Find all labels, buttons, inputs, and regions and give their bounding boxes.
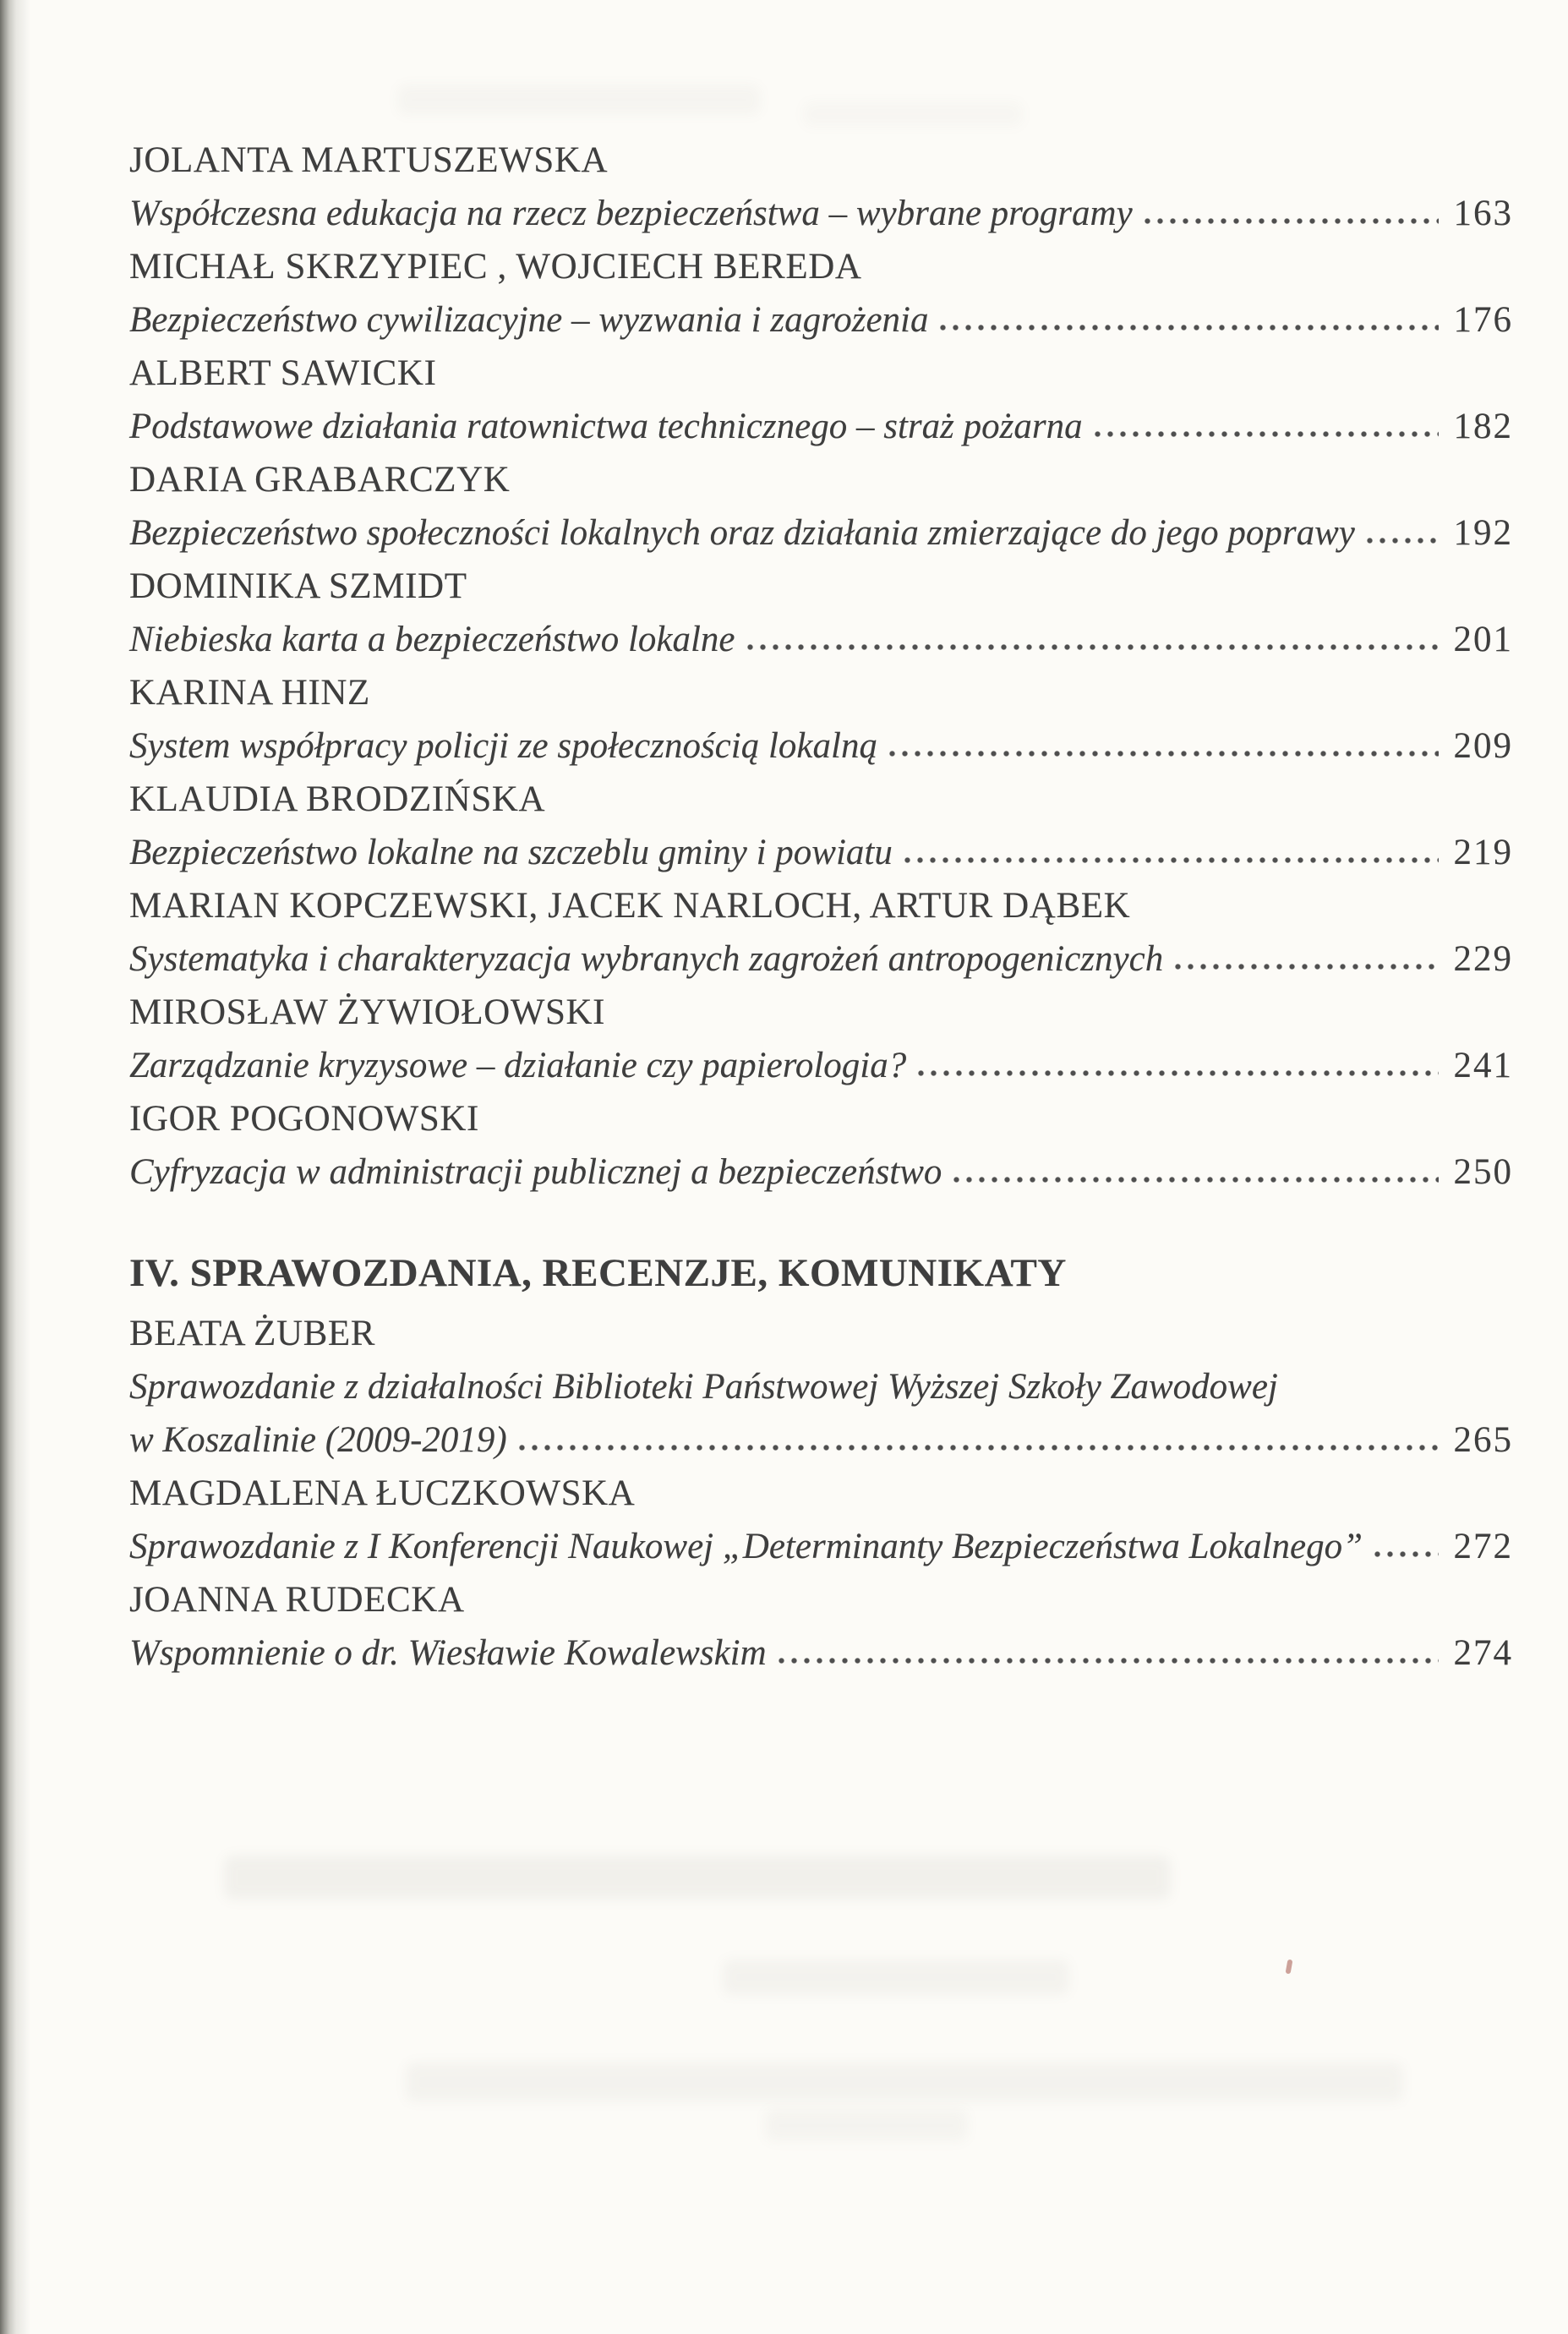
leader-dots (940, 324, 1439, 331)
entry-authors: KLAUDIA BRODZIŃSKA (129, 779, 546, 819)
entry-authors: DOMINIKA SZMIDT (129, 566, 467, 606)
entry-page-number: 250 (1453, 1152, 1513, 1192)
entry-page-number: 176 (1453, 300, 1513, 340)
entry-title: Zarządzanie kryzysowe – działanie czy papierologia? (129, 1046, 907, 1085)
toc-entry (129, 1092, 1513, 1199)
entry-authors: ALBERT SAWICKI (129, 353, 437, 393)
entry-page-number: 272 (1453, 1527, 1513, 1566)
entry-title-line2: w Koszalinie (2009-2019) (129, 1420, 507, 1460)
entry-title: Niebieska karta a bezpieczeństwo lokalne (129, 620, 735, 659)
toc-entry (129, 1307, 1513, 1467)
entry-page-number: 163 (1453, 194, 1513, 233)
leader-dots (1374, 1550, 1439, 1558)
toc-entry (129, 240, 1513, 347)
entry-authors: JOLANTA MARTUSZEWSKA (129, 140, 609, 180)
scan-artifact (406, 2063, 1403, 2102)
entry-title: System współpracy policji ze społecznością lokalną (129, 726, 877, 766)
entry-page-number: 209 (1453, 726, 1513, 766)
scan-artifact-speck (1286, 1960, 1293, 1975)
entry-authors: MAGDALENA ŁUCZKOWSKA (129, 1473, 636, 1513)
entry-title: Wspomnienie o dr. Wiesławie Kowalewskim (129, 1633, 767, 1673)
entry-page-number: 219 (1453, 833, 1513, 872)
entry-authors: MICHAŁ SKRZYPIEC , WOJCIECH BEREDA (129, 247, 862, 287)
entry-authors: JOANNA RUDECKA (129, 1580, 465, 1620)
toc-entry (129, 1467, 1513, 1573)
leader-dots (1145, 217, 1439, 225)
scan-edge-shadow (0, 0, 30, 2334)
leader-dots (1095, 430, 1439, 438)
leader-dots (519, 1444, 1439, 1451)
entry-page-number: 229 (1453, 939, 1513, 979)
scan-artifact (765, 2109, 968, 2141)
entry-page-number: 192 (1453, 513, 1513, 553)
leader-dots (918, 1069, 1439, 1077)
entry-title: Cyfryzacja w administracji publicznej a bezpieczeństwo (129, 1152, 942, 1192)
toc-entry (129, 560, 1513, 666)
toc-entry (129, 453, 1513, 560)
toc-entry (129, 347, 1513, 453)
toc-entry (129, 1573, 1513, 1680)
entry-authors: IGOR POGONOWSKI (129, 1099, 479, 1139)
toc-section-articles (129, 134, 1513, 1199)
entry-page-number: 274 (1453, 1633, 1513, 1673)
entry-page-number: 182 (1453, 407, 1513, 446)
entry-page-number: 201 (1453, 620, 1513, 659)
entry-authors: BEATA ŻUBER (129, 1314, 376, 1353)
leader-dots (1175, 963, 1439, 970)
toc-section-reports (129, 1246, 1513, 1680)
leader-dots (779, 1657, 1439, 1664)
entry-authors: DARIA GRABARCZYK (129, 460, 511, 500)
entry-page-number: 265 (1453, 1420, 1513, 1460)
entry-authors: KARINA HINZ (129, 673, 370, 713)
leader-dots (953, 1176, 1439, 1183)
entry-title: Współczesna edukacja na rzecz bezpieczeństwa – wybrane programy (129, 194, 1133, 233)
leader-dots (889, 750, 1439, 757)
toc-entry (129, 666, 1513, 773)
entry-authors: MARIAN KOPCZEWSKI, JACEK NARLOCH, ARTUR DĄBEK (129, 886, 1131, 926)
entry-title: Bezpieczeństwo lokalne na szczeblu gminy i powiatu (129, 833, 893, 872)
leader-dots (904, 856, 1439, 864)
section-heading: IV. SPRAWOZDANIA, RECENZJE, KOMUNIKATY (129, 1251, 1067, 1295)
leader-dots (747, 643, 1439, 651)
toc-entry (129, 986, 1513, 1092)
scan-artifact (397, 85, 761, 115)
toc-entry (129, 773, 1513, 879)
scan-artifact (803, 101, 1023, 127)
table-of-contents (129, 134, 1513, 1680)
entry-title: Systematyka i charakteryzacja wybranych zagrożeń antropogenicznych (129, 939, 1164, 979)
entry-page-number: 241 (1453, 1046, 1513, 1085)
entry-title-line1: Sprawozdanie z działalności Biblioteki Państwowej Wyższej Szkoły Zawodowej (129, 1367, 1278, 1407)
entry-title: Bezpieczeństwo społeczności lokalnych oraz działania zmierzające do jego poprawy (129, 513, 1355, 553)
entry-title: Sprawozdanie z I Konferencji Naukowej „Determinanty Bezpieczeństwa Lokalnego” (129, 1527, 1363, 1566)
entry-title: Podstawowe działania ratownictwa technicznego – straż pożarna (129, 407, 1083, 446)
toc-entry (129, 879, 1513, 986)
scan-artifact (224, 1856, 1171, 1899)
entry-title: Bezpieczeństwo cywilizacyjne – wyzwania i zagrożenia (129, 300, 929, 340)
scan-artifact (723, 1960, 1069, 1995)
leader-dots (1367, 537, 1439, 544)
entry-authors: MIROSŁAW ŻYWIOŁOWSKI (129, 992, 606, 1032)
toc-entry (129, 134, 1513, 240)
